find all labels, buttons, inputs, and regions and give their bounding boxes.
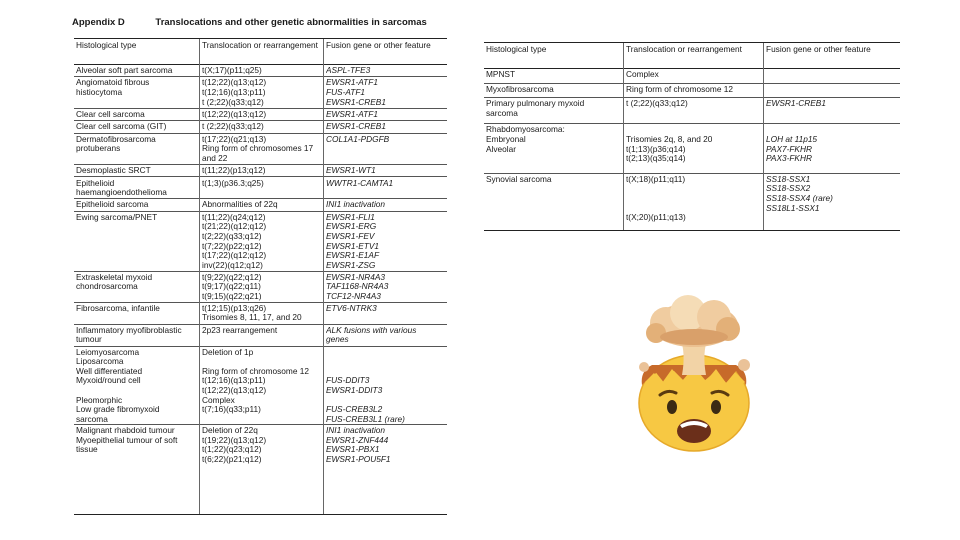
- right-genetics-table: [484, 42, 900, 231]
- cell-line: Myxoid/round cell: [76, 375, 141, 386]
- table-row: [74, 76, 447, 108]
- translocation-cell: [202, 78, 322, 107]
- cell-line: TAF1168-NR4A3: [326, 281, 389, 292]
- cell-line: EWSR1-FLI1: [326, 212, 375, 222]
- cell-line: Primary pulmonary myxoid: [486, 99, 585, 109]
- cell-line: t(1;3)(p36.3;q25): [202, 178, 264, 188]
- translocation-cell: [202, 135, 322, 164]
- translocation-cell: [202, 179, 322, 189]
- column-header: Histological type: [486, 45, 547, 54]
- cell-line: Myxofibrosarcoma: [486, 84, 554, 94]
- histological-type-cell: [76, 326, 198, 345]
- cell-line: EWSR1-ATF1: [326, 109, 378, 119]
- fusion-gene-cell: [766, 70, 900, 80]
- table-row: [74, 64, 447, 77]
- table-row: [74, 324, 447, 347]
- cell-line: t(9;22)(q22;q12): [202, 272, 262, 282]
- cell-line: t(1;13)(p36;q14): [626, 143, 686, 154]
- cell-line: EWSR1-PBX1: [326, 444, 380, 455]
- table-row: [74, 108, 447, 121]
- cell-line: Extraskeletal myxoid: [76, 272, 153, 282]
- cell-line: Ring form of chromosome 12: [202, 365, 309, 376]
- cell-line: Ring form of chromosome 12: [626, 84, 733, 94]
- cell-line: [766, 85, 900, 95]
- fusion-gene-cell: [326, 326, 446, 345]
- histological-type-cell: [76, 110, 198, 120]
- cell-line: t (2;22)(q33;q12): [202, 96, 264, 107]
- cell-line: t(X;20)(p11;q13): [626, 212, 686, 223]
- cell-line: EWSR1-DDIT3: [326, 385, 383, 396]
- table-row: [74, 271, 447, 303]
- cell-line: tumour: [76, 334, 102, 345]
- cell-line: Alveolar: [486, 143, 516, 154]
- fusion-gene-cell: [326, 273, 446, 302]
- cell-line: [766, 213, 900, 223]
- cell-line: EWSR1-NR4A3: [326, 272, 386, 282]
- cell-line: 2p23 rearrangement: [202, 325, 278, 335]
- cell-line: tissue: [76, 444, 98, 455]
- cell-line: sarcoma: [486, 107, 518, 118]
- cell-line: Leiomyosarcoma: [76, 347, 140, 357]
- cell-line: EWSR1-ETV1: [326, 240, 380, 251]
- cell-line: Abnormalities of 22q: [202, 200, 278, 210]
- fusion-gene-cell: [326, 348, 446, 425]
- histological-type-cell: [76, 135, 198, 154]
- cell-line: PAX3-FKHR: [766, 153, 812, 164]
- translocation-cell: [202, 326, 322, 336]
- cell-line: inv(22)(q12;q12): [202, 259, 263, 270]
- column-header: Translocation or rearrangement: [202, 41, 318, 50]
- cell-line: t(7;22)(p22;q12): [202, 240, 262, 251]
- fusion-gene-cell: [326, 179, 446, 189]
- fusion-gene-cell: [326, 426, 446, 464]
- histological-type-cell: [76, 122, 198, 132]
- table-row: [74, 346, 447, 426]
- cell-line: EWSR1-E1AF: [326, 250, 380, 261]
- table-row: [484, 123, 900, 173]
- translocation-cell: [626, 70, 762, 80]
- fusion-gene-cell: [766, 85, 900, 95]
- translocation-cell: [202, 66, 322, 76]
- cell-line: PAX7-FKHR: [766, 143, 812, 154]
- cell-line: Deletion of 1p: [202, 347, 254, 357]
- histological-type-cell: [76, 78, 198, 97]
- histological-type-cell: [76, 304, 198, 314]
- cell-line: sarcoma: [76, 413, 108, 424]
- cell-line: t(6;22)(p21;q12): [202, 454, 262, 465]
- table-row: [74, 302, 447, 325]
- table-header-row: [74, 39, 447, 65]
- cell-line: [766, 70, 900, 80]
- cell-line: t(12;15)(p13;q26): [202, 303, 267, 313]
- column-header: Fusion gene or other feature: [766, 45, 871, 54]
- histological-type-cell: [486, 70, 622, 80]
- cell-line: EWSR1-CREB1: [326, 122, 386, 132]
- appendix-title: Translocations and other genetic abnormalities in sarcomas: [155, 17, 427, 28]
- cell-line: t(1;22)(q23;q12): [202, 444, 262, 455]
- cell-line: t(21;22)(q12;q12): [202, 221, 267, 232]
- column-header: Translocation or rearrangement: [626, 45, 742, 54]
- cell-line: t(2;13)(q35;q14): [626, 153, 686, 164]
- histological-type-cell: [486, 85, 622, 95]
- cell-line: EWSR1-POU5F1: [326, 454, 391, 465]
- cell-line: t(17;22)(q21;q13): [202, 134, 267, 144]
- fusion-gene-cell: [326, 166, 446, 176]
- cell-line: Synovial sarcoma: [486, 174, 552, 184]
- table-row: [484, 97, 900, 124]
- cell-line: FUS-DDIT3: [326, 375, 370, 386]
- histological-type-cell: [486, 125, 622, 154]
- column-header: Histological type: [76, 41, 137, 50]
- cell-line: t(7;16)(q33;p11): [202, 404, 261, 415]
- cell-line: Rhabdomyosarcoma:: [486, 125, 565, 135]
- cell-line: LOH at 11p15: [766, 133, 818, 144]
- cell-line: FUS-ATF1: [326, 87, 366, 98]
- fusion-gene-cell: [326, 200, 446, 210]
- cell-line: EWSR1-ATF1: [326, 78, 378, 88]
- cell-line: ASPL-TFE3: [326, 66, 371, 75]
- cell-line: Pleomorphic: [76, 394, 123, 405]
- cell-line: Trisomies 8, 11, 17, and 20: [202, 312, 302, 323]
- translocation-cell: [202, 200, 322, 210]
- table-row: [74, 198, 447, 211]
- cell-line: Desmoplastic SRCT: [76, 166, 151, 176]
- table-header-row: [484, 43, 900, 69]
- translocation-cell: [202, 166, 322, 176]
- cell-line: Dermatofibrosarcoma: [76, 134, 156, 144]
- cell-line: EWSR1-ZNF444: [326, 434, 389, 445]
- cell-line: Myoepithelial tumour of soft: [76, 434, 178, 445]
- table-row: [74, 133, 447, 165]
- cell-line: SS18L1-SSX1: [766, 202, 820, 213]
- cell-line: and 22: [202, 152, 228, 163]
- fusion-gene-cell: [766, 175, 900, 223]
- translocation-cell: [626, 175, 762, 223]
- document-title: [72, 17, 427, 28]
- fusion-gene-cell: [326, 122, 446, 132]
- cell-line: t(X;18)(p11;q11): [626, 174, 686, 184]
- left-genetics-table: [74, 38, 447, 515]
- table-row: [484, 68, 900, 84]
- cell-line: t(2;22)(q33;q12): [202, 231, 262, 242]
- cell-line: Angiomatoid fibrous: [76, 78, 150, 88]
- table-row: [484, 173, 900, 234]
- cell-line: Low grade fibromyxoid: [76, 404, 160, 415]
- histological-type-cell: [76, 273, 198, 292]
- cell-line: t (2;22)(q33;q12): [202, 122, 264, 132]
- cell-line: FUS-CREB3L1 (rare): [326, 413, 405, 424]
- cell-line: protuberans: [76, 143, 121, 154]
- translocation-cell: [202, 304, 322, 323]
- cell-line: INI1 inactivation: [326, 426, 386, 436]
- cell-line: [626, 194, 762, 204]
- cell-line: histiocytoma: [76, 87, 123, 98]
- table-row: [484, 83, 900, 99]
- cell-line: t(11;22)(q24;q12): [202, 212, 266, 222]
- cell-line: Trisomies 2q, 8, and 20: [626, 133, 713, 144]
- cell-line: ETV6-NTRK3: [326, 303, 377, 313]
- cell-line: EWSR1-CREB1: [766, 99, 826, 109]
- cell-line: t(9;17)(q22;q11): [202, 281, 261, 292]
- table-row: [74, 164, 447, 177]
- cell-line: t(12;22)(q13;q12): [202, 109, 267, 119]
- cell-line: Ewing sarcoma/PNET: [76, 212, 158, 222]
- cell-line: Alveolar soft part sarcoma: [76, 66, 173, 75]
- cell-line: chondrosarcoma: [76, 281, 138, 292]
- table-row: [74, 120, 447, 133]
- translocation-cell: [202, 213, 322, 271]
- histological-type-cell: [76, 200, 198, 210]
- translocation-cell: [626, 125, 762, 163]
- cell-line: EWSR1-ERG: [326, 221, 377, 232]
- cell-line: Embryonal: [486, 133, 526, 144]
- cell-line: Liposarcoma: [76, 356, 124, 367]
- histological-type-cell: [76, 426, 198, 455]
- table-row: [74, 211, 447, 272]
- fusion-gene-cell: [326, 66, 446, 76]
- cell-line: ALK fusions with various: [326, 325, 417, 335]
- translocation-cell: [626, 99, 762, 109]
- cell-line: EWSR1-ZSG: [326, 259, 376, 270]
- cell-line: t(12;22)(q13;q12): [202, 385, 267, 396]
- cell-line: SS18-SSX1: [766, 174, 811, 184]
- cell-line: [202, 415, 322, 425]
- cell-line: EWSR1-FEV: [326, 231, 375, 242]
- cell-line: Well differentiated: [76, 365, 143, 376]
- cell-line: t(X;17)(p11;q25): [202, 66, 262, 75]
- cell-line: t(12;22)(q13;q12): [202, 78, 267, 88]
- cell-line: COL1A1-PDGFB: [326, 134, 390, 144]
- cell-line: genes: [326, 334, 349, 345]
- column-header: Fusion gene or other feature: [326, 41, 431, 50]
- cell-line: Clear cell sarcoma (GIT): [76, 122, 167, 132]
- cell-line: t(12;16)(q13;p11): [202, 87, 266, 98]
- translocation-cell: [202, 122, 322, 132]
- cell-line: EWSR1-WT1: [326, 166, 376, 176]
- translocation-cell: [626, 85, 762, 95]
- cell-line: t (2;22)(q33;q12): [626, 99, 688, 109]
- translocation-cell: [202, 348, 322, 425]
- histological-type-cell: [76, 166, 198, 176]
- cell-line: EWSR1-CREB1: [326, 96, 386, 107]
- cell-line: Fibrosarcoma, infantile: [76, 303, 160, 313]
- cell-line: TCF12-NR4A3: [326, 290, 381, 301]
- exploding-head-emoji-icon: [636, 293, 752, 453]
- cell-line: INI1 inactivation: [326, 200, 386, 210]
- column-divider: [323, 39, 324, 514]
- fusion-gene-cell: [326, 135, 446, 145]
- appendix-label: Appendix D: [72, 17, 125, 28]
- histological-type-cell: [76, 213, 198, 223]
- cell-line: t(19;22)(q13;q12): [202, 434, 267, 445]
- cell-line: WWTR1-CAMTA1: [326, 178, 394, 188]
- histological-type-cell: [486, 175, 622, 185]
- cell-line: Complex: [626, 70, 659, 79]
- table-row: [74, 424, 447, 465]
- cell-line: Malignant rhabdoid tumour: [76, 426, 175, 436]
- histological-type-cell: [76, 179, 198, 198]
- translocation-cell: [202, 426, 322, 464]
- histological-type-cell: [486, 99, 622, 118]
- cell-line: Epithelioid sarcoma: [76, 200, 149, 210]
- histological-type-cell: [76, 66, 198, 76]
- cell-line: Complex: [202, 394, 235, 405]
- cell-line: haemangioendothelioma: [76, 187, 167, 198]
- translocation-cell: [202, 110, 322, 120]
- column-divider: [623, 43, 624, 230]
- cell-line: t(9;15)(q22;q21): [202, 290, 262, 301]
- cell-line: Deletion of 22q: [202, 426, 258, 436]
- cell-line: [326, 348, 446, 358]
- cell-line: [326, 357, 446, 367]
- cell-line: Clear cell sarcoma: [76, 109, 145, 119]
- cell-line: [626, 184, 762, 194]
- fusion-gene-cell: [766, 125, 900, 163]
- fusion-gene-cell: [326, 110, 446, 120]
- cell-line: t(17;22)(q12;q12): [202, 250, 267, 261]
- fusion-gene-cell: [766, 99, 900, 109]
- column-divider: [199, 39, 200, 514]
- cell-line: Inflammatory myofibroblastic: [76, 325, 182, 335]
- cell-line: t(12;16)(q13;p11): [202, 375, 266, 386]
- fusion-gene-cell: [326, 304, 446, 314]
- fusion-gene-cell: [326, 213, 446, 271]
- histological-type-cell: [76, 348, 198, 425]
- fusion-gene-cell: [326, 78, 446, 107]
- translocation-cell: [202, 273, 322, 302]
- table-row: [74, 177, 447, 200]
- cell-line: Epithelioid: [76, 178, 115, 188]
- cell-line: FUS-CREB3L2: [326, 404, 383, 415]
- cell-line: Ring form of chromosomes 17: [202, 143, 314, 154]
- column-divider: [763, 43, 764, 230]
- cell-line: t(11;22)(p13;q12): [202, 166, 266, 176]
- cell-line: SS18-SSX2: [766, 183, 811, 194]
- cell-line: SS18-SSX4 (rare): [766, 192, 833, 203]
- cell-line: MPNST: [486, 70, 516, 79]
